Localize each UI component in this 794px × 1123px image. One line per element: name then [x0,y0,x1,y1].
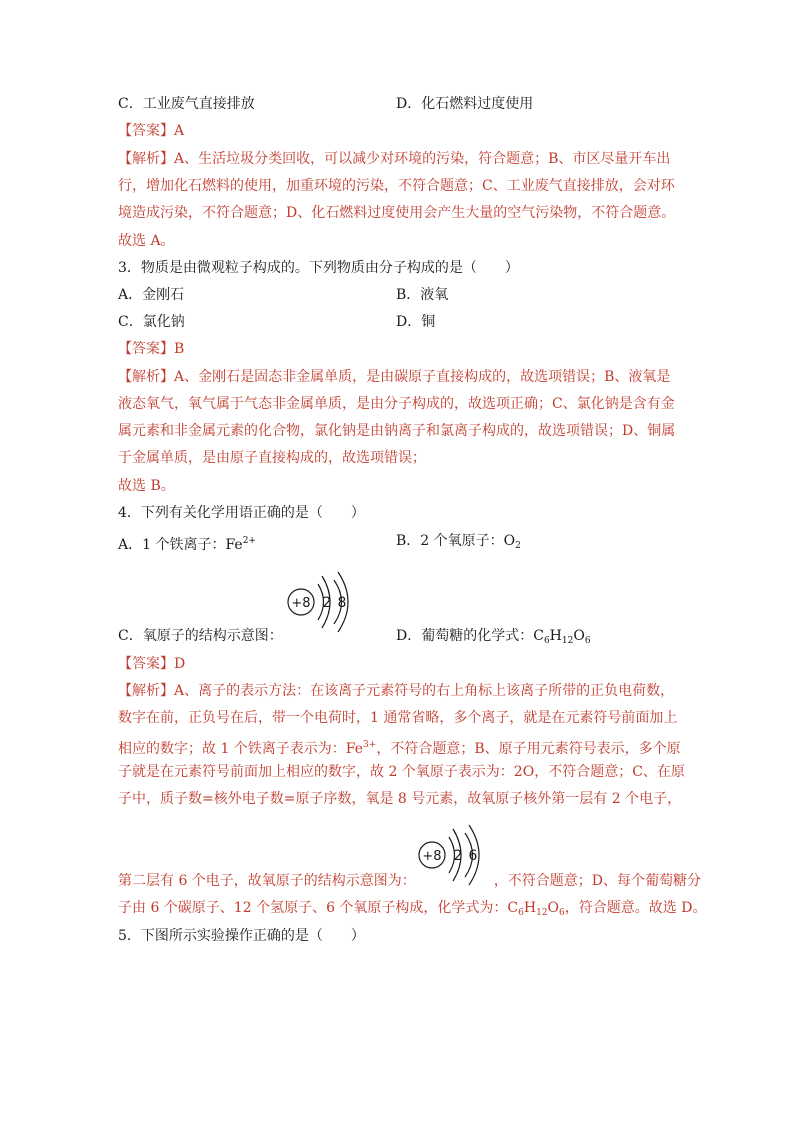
q2-conclusion: 故选 A。 [118,233,175,249]
analysis-tag: 【解析】 [118,683,174,699]
q2-answer [118,121,184,141]
analysis-text: ，不符合题意；B、原子用元素符号表示，多个原 [376,741,681,757]
q4-analysis-line-4: 子就是在元素符号前面加上相应的数字，故 2 个氧原子表示为：2O，不符合题意；C、在原 [118,764,685,780]
analysis-text: 相应的数字；故 1 个铁离子表示为：Fe [118,741,364,757]
subscript: 6 [543,636,550,646]
q3-stem: 3．物质是由微观粒子构成的。下列物质由分子构成的是（ ） [118,260,519,276]
subscript: 6 [559,908,565,918]
q3-option-b: B．液氧 [396,287,449,303]
shell-1-electrons: 2 [322,595,332,611]
answer-value: B [174,341,185,357]
answer-tag: 【答案】 [118,123,174,139]
subscript: 12 [536,908,548,918]
charge-superscript: 3+ [363,740,377,750]
q4-answer [118,654,185,674]
q4-option-b [396,531,521,556]
element-h: H [549,628,562,644]
analysis-text: ，不符合题意；D、每个葡萄糖分 [493,873,702,889]
q4-analysis-line-5: 子中，质子数=核外电子数=原子序数，氧是 8 号元素，故氧原子核外第一层有 2 个电子， [118,791,682,807]
q5-stem: 5．下图所示实验操作正确的是（ ） [118,928,365,944]
q3-analysis-line-4: 于金属单质，是由原子直接构成的，故选项错误； [118,450,426,466]
analysis-text: A、离子的表示方法：在该离子元素符号的右上角标上该离子所带的正负电荷数， [174,683,675,699]
q2-option-d: D．化石燃料过度使用 [396,96,534,112]
q4-analysis-line-1 [118,681,674,701]
charge-superscript: 2+ [242,536,256,546]
q3-answer [118,339,184,359]
option-text: D．葡萄糖的化学式：C [396,628,544,644]
answer-value: D [174,656,186,672]
shell-2-electrons: 8 [337,595,347,611]
q3-analysis-line-1 [118,367,670,387]
q2-analysis-line-1 [118,149,670,169]
analysis-text: ，符合题意。故选 D。 [564,900,707,916]
answer-tag: 【答案】 [118,341,174,357]
oxygen-atom-diagram-option-c [282,566,362,638]
q2-analysis-line-3: 境造成污染，不符合题意；D、化石燃料过度使用会产生大量的空气污染物，不符合题意。 [118,205,676,221]
analysis-text: A、金刚石是固态非金属单质，是由碳原子直接构成的，故选项错误；B、液氧是 [174,369,671,385]
analysis-tag: 【解析】 [118,369,174,385]
element-h: H [523,900,537,916]
nucleus-charge: +8 [291,596,311,611]
element-o: O [573,628,585,644]
subscript: 2 [515,541,521,551]
q2-option-c: C．工业废气直接排放 [118,96,255,112]
answer-value: A [174,123,185,139]
q4-option-c: C．氧原子的结构示意图： [118,628,283,644]
shell-1-electrons: 2 [453,848,463,864]
q3-analysis-line-2: 液态氧气，氧气属于气态非金属单质，是由分子构成的，故选项正确；C、氯化钠是含有金 [118,396,675,412]
analysis-tag: 【解析】 [118,151,174,167]
subscript: 6 [584,636,591,646]
q3-analysis-line-3: 属元素和非金属元素的化合物，氯化钠是由钠离子和氯离子构成的，故选项错误；D、铜属 [118,423,676,439]
q3-option-d: D．铜 [396,314,436,330]
q4-option-d [396,626,591,651]
option-text: A．1 个铁离子：Fe [118,537,243,553]
analysis-text: 子由 6 个碳原子、12 个氢原子、6 个氧原子构成，化学式为：C [118,900,519,916]
option-text: B．2 个氧原子：O [396,533,516,549]
q4-stem: 4．下列有关化学用语正确的是（ ） [118,505,365,521]
shell-2-electrons: 6 [468,848,478,864]
q3-conclusion: 故选 B。 [118,478,175,494]
q4-analysis-line-3 [118,735,681,759]
q3-option-c: C．氯化钠 [118,314,185,330]
answer-tag: 【答案】 [118,656,174,672]
q4-analysis-line-2: 数字在前，正负号在后，带一个电荷时，1 通常省略，多个离子，就是在元素符号前面加上 [118,710,678,726]
q4-option-a [118,531,256,555]
element-o: O [547,900,560,916]
q2-analysis-line-2: 行，增加化石燃料的使用，加重环境的污染，不符合题意；C、工业废气直接排放，会对环 [118,178,675,194]
subscript: 6 [518,908,524,918]
analysis-text: 第二层有 6 个电子，故氧原子的结构示意图为： [118,873,416,889]
subscript: 12 [561,636,574,646]
analysis-text: A、生活垃圾分类回收，可以减少对环境的污染，符合题意；B、市区尽量开车出 [174,151,671,167]
nucleus-charge: +8 [422,849,442,864]
q4-analysis-line-6 [118,871,701,891]
q3-option-a: A．金刚石 [118,287,185,303]
q4-analysis-line-7 [118,898,706,923]
